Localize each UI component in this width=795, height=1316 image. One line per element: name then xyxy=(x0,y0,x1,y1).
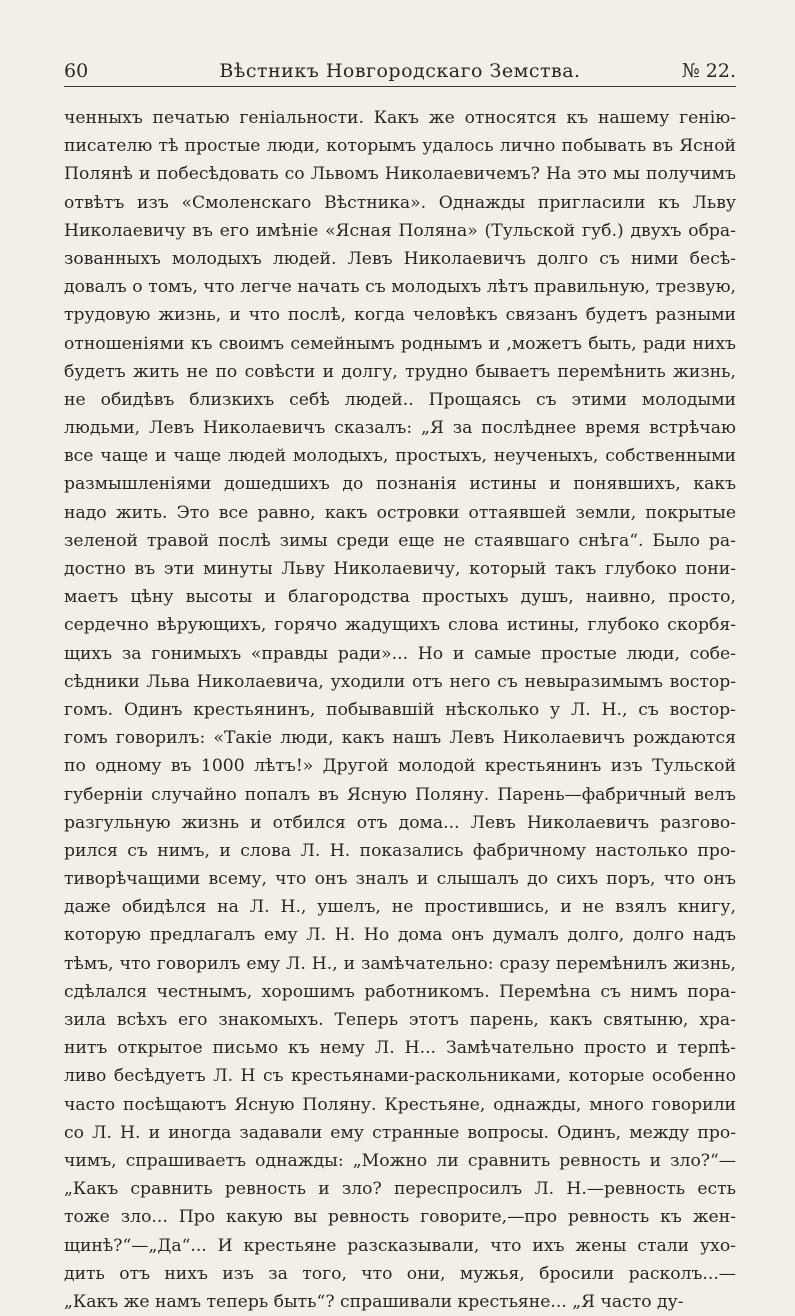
text-line: писателю тѣ простые люди, которымъ удалось лично побывать въ Ясной xyxy=(64,136,736,157)
text-line: довалъ о томъ, что легче начать съ молодыхъ лѣтъ правильную, трезвую, xyxy=(64,277,736,298)
text-line: нитъ открытое письмо къ нему Л. Н... Замѣчательно просто и терпѣ- xyxy=(64,1038,736,1059)
text-line: тиворѣчащими всему, что онъ зналъ и слышалъ до сихъ поръ, что онъ xyxy=(64,869,736,890)
page-header xyxy=(64,56,736,86)
text-line: все чаще и чаще людей молодыхъ, простыхъ, неученыхъ, собственными xyxy=(64,446,736,467)
header-rule xyxy=(64,86,736,87)
text-line: сдѣлался честнымъ, хорошимъ работникомъ. Перемѣна съ нимъ пора- xyxy=(64,981,736,1002)
text-line: людьми, Левъ Николаевичъ сказалъ: „Я за послѣднее время встрѣчаю xyxy=(64,418,736,439)
text-line: тѣмъ, что говорилъ ему Л. Н., и замѣчательно: сразу перемѣнилъ жизнь, xyxy=(64,953,736,974)
running-title: Вѣстникъ Новгородскаго Земства. xyxy=(219,60,581,82)
text-line: зила всѣхъ его знакомыхъ. Теперь этотъ парень, какъ святыню, хра- xyxy=(64,1010,736,1030)
text-line: дить отъ нихъ изъ за того, что они, мужья, бросили расколъ...— xyxy=(64,1263,736,1284)
text-line: трудовую жизнь, и что послѣ, когда человѣкъ связанъ будетъ разными xyxy=(64,305,736,326)
text-line: зеленой травой послѣ зимы среди еще не стаявшаго снѣга“. Было ра- xyxy=(64,530,736,551)
page-number: 60 xyxy=(64,60,89,82)
text-line: гомъ. Одинъ крестьянинъ, побывавшій нѣсколько у Л. Н., съ востор- xyxy=(64,699,736,720)
text-line: ливо бесѣдуетъ Л. Н съ крестьянами-раскольниками, которые особенно xyxy=(64,1066,736,1087)
text-line: достно въ эти минуты Льву Николаевичу, который такъ глубоко пони- xyxy=(64,559,736,579)
text-line: отвѣтъ изъ «Смоленскаго Вѣстника». Однажды пригласили къ Льву xyxy=(64,192,736,213)
text-line: маетъ цѣну высоты и благородства простыхъ душъ, наивно, просто, xyxy=(64,587,736,608)
text-line: тоже зло... Про какую вы ревность говорите,—про ревность къ жен- xyxy=(64,1207,736,1228)
text-line: сердечно вѣрующихъ, горячо жадущихъ слова истины, глубоко скорбя- xyxy=(64,615,736,636)
body-text xyxy=(64,104,736,1316)
text-line: часто посѣщаютъ Ясную Поляну. Крестьяне, однажды, много говорили xyxy=(64,1094,736,1115)
text-line: Николаевичу въ его имѣніе «Ясная Поляна» (Тульской губ.) двухъ обра- xyxy=(64,220,736,241)
text-line: „Какъ же намъ теперь быть“? спрашивали крестьяне... „Я часто ду- xyxy=(64,1291,684,1312)
text-line: даже обидѣлся на Л. Н., ушелъ, не простившись, и не взялъ книгу, xyxy=(64,897,736,918)
text-line: сѣдники Льва Николаевича, уходили отъ него съ невыразимымъ востор- xyxy=(64,671,736,692)
text-line: которую предлагалъ ему Л. Н. Но дома онъ думалъ долго, долго надъ xyxy=(64,925,736,946)
text-line: размышленіями дошедшихъ до познанія истины и понявшихъ, какъ xyxy=(64,474,736,495)
text-line: щинѣ?“—„Да“... И крестьяне разсказывали, что ихъ жены стали ухо- xyxy=(64,1235,736,1256)
text-line: надо жить. Это все равно, какъ островки оттаявшей земли, покрытые xyxy=(64,502,736,523)
text-line: зованныхъ молодыхъ людей. Левъ Николаевичъ долго съ ними бесѣ- xyxy=(64,248,736,269)
text-line: „Какъ сравнить ревность и зло? переспросилъ Л. Н.—ревность есть xyxy=(64,1179,736,1200)
text-line: отношеніями къ своимъ семейнымъ роднымъ и ,можетъ быть, ради нихъ xyxy=(64,333,736,354)
text-line: рился съ нимъ, и слова Л. Н. показались фабричному настолько про- xyxy=(64,840,736,861)
text-line: чимъ, спрашиваетъ однажды: „Можно ли сравнить ревность и зло?“— xyxy=(64,1150,736,1171)
text-line: будетъ жить не по совѣсти и долгу, трудно бываетъ перемѣнить жизнь, xyxy=(64,361,736,382)
text-line: по одному въ 1000 лѣтъ!» Другой молодой крестьянинъ изъ Тульской xyxy=(64,756,736,777)
text-line: Полянѣ и побесѣдовать со Львомъ Николаевичемъ? На это мы получимъ xyxy=(64,164,736,185)
text-line: губерніи случайно попалъ въ Ясную Поляну. Парень—фабричный велъ xyxy=(64,784,736,805)
issue-number: № 22. xyxy=(681,60,736,82)
text-line: разгульную жизнь и отбился отъ дома... Левъ Николаевичъ разгово- xyxy=(64,812,736,833)
text-line: со Л. Н. и иногда задавали ему странные вопросы. Одинъ, между про- xyxy=(64,1122,736,1143)
text-line: ченныхъ печатью геніальности. Какъ же относятся къ нашему генію- xyxy=(64,108,736,128)
text-line: гомъ говорилъ: «Такіе люди, какъ нашъ Левъ Николаевичъ рождаются xyxy=(64,728,736,749)
text-line: щихъ за гонимыхъ «правды ради»... Но и самые простые люди, собе- xyxy=(64,643,736,664)
text-line: не обидѣвъ близкихъ себѣ людей.. Прощаясь съ этими молодыми xyxy=(64,389,736,410)
